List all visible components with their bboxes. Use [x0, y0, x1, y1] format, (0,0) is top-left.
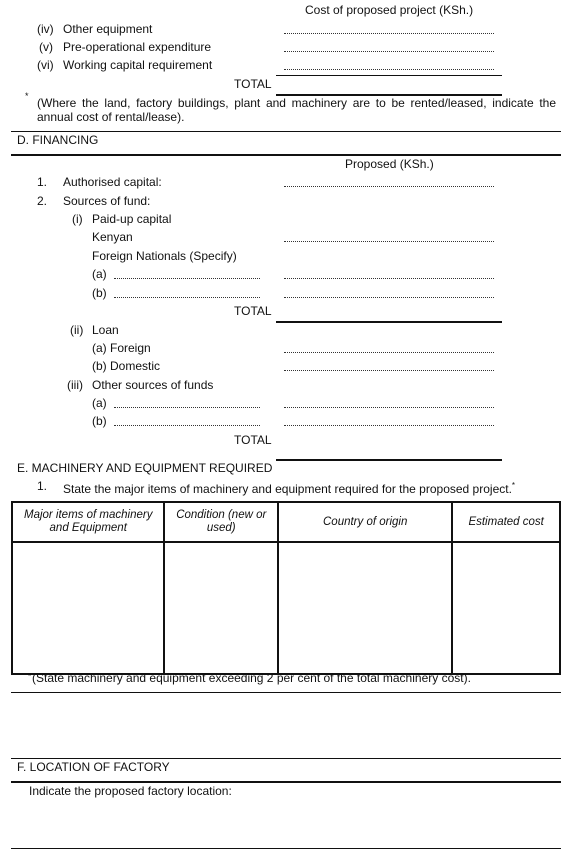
fn-a-name-field[interactable]	[114, 278, 260, 279]
section-e-instruction-mark: *	[511, 481, 516, 490]
sources-num: 2.	[37, 194, 48, 208]
section-f-bottom-rule	[11, 781, 561, 783]
estimated-cost-cell[interactable]	[452, 542, 560, 674]
location-answer-rule[interactable]	[11, 848, 561, 849]
paidup-total-rule	[276, 321, 502, 323]
item-working-capital-label: Working capital requirement	[63, 58, 213, 72]
rental-note-line1: (Where the land, factory buildings, plant and machinery are to be rented/leased, indicate the	[37, 96, 556, 110]
col-condition-line2: used)	[206, 522, 236, 534]
preop-expenditure-field[interactable]	[284, 51, 494, 52]
subtotal-rule	[276, 75, 502, 76]
col-cost-line1: Estimated cost	[468, 515, 544, 528]
machinery-table-header-row	[12, 502, 560, 542]
machinery-table-entry-row	[12, 542, 560, 674]
condition-cell[interactable]	[164, 542, 278, 674]
fn-a-amount-field[interactable]	[284, 278, 494, 279]
item-preop-label: Pre-operational expenditure	[63, 40, 212, 54]
col-estimated-cost	[452, 502, 560, 542]
section-d-title: D. FINANCING	[17, 133, 99, 147]
note-asterisk: *	[25, 91, 29, 101]
paidup-label: Paid-up capital	[92, 212, 172, 226]
section-e-instruction	[63, 479, 515, 496]
item-other-equipment-num: (iv)	[37, 22, 54, 36]
item-other-equipment-label: Other equipment	[63, 22, 153, 36]
other-sources-label: Other sources of funds	[92, 378, 214, 392]
fn-a-label: (a)	[92, 267, 107, 281]
financing-total-label: TOTAL	[234, 433, 272, 447]
section-f-top-rule	[11, 758, 561, 759]
location-instruction: Indicate the proposed factory location:	[29, 784, 232, 798]
authorised-num: 1.	[37, 175, 48, 189]
kenyan-field[interactable]	[284, 241, 494, 242]
section-d-bottom-rule	[11, 154, 561, 156]
fn-b-name-field[interactable]	[114, 297, 260, 298]
sources-label: Sources of fund:	[63, 194, 151, 208]
item-preop-num: (v)	[39, 40, 53, 54]
other-a-amount-field[interactable]	[284, 407, 494, 408]
loan-domestic-label: (b) Domestic	[92, 359, 161, 373]
cost-header: Cost of proposed project (KSh.)	[305, 3, 474, 17]
fn-b-label: (b)	[92, 286, 107, 300]
cost-total-label: TOTAL	[234, 77, 272, 91]
footnote-asterisk: *	[28, 672, 32, 681]
foreign-nationals-label: Foreign Nationals (Specify)	[92, 249, 237, 263]
machinery-table	[11, 501, 561, 675]
other-b-name-field[interactable]	[114, 425, 260, 426]
col-condition-line1: Condition (new or	[176, 509, 267, 521]
authorised-label: Authorised capital:	[63, 175, 162, 189]
col-condition	[164, 502, 278, 542]
country-cell[interactable]	[278, 542, 452, 674]
section-e-instruction-num: 1.	[37, 479, 48, 493]
loan-foreign-label: (a) Foreign	[92, 341, 151, 355]
machinery-footnote: (State machinery and equipment exceeding 2 per cent of the total machinery cost).	[32, 671, 471, 685]
other-sources-num: (iii)	[67, 378, 83, 392]
col-country-line1: Country of origin	[323, 515, 408, 528]
loan-domestic-field[interactable]	[284, 370, 494, 371]
col-major-items-line1: Major items of machinery	[23, 509, 153, 521]
col-major-items	[12, 502, 164, 542]
section-e-instruction-text: State the major items of machinery and equipment required for the proposed project.	[63, 482, 512, 496]
other-a-label: (a)	[92, 396, 107, 410]
section-e-title: E. MACHINERY AND EQUIPMENT REQUIRED	[17, 461, 273, 475]
section-f-title: F. LOCATION OF FACTORY	[17, 760, 170, 774]
section-d-top-rule	[11, 131, 561, 132]
other-a-name-field[interactable]	[114, 407, 260, 408]
working-capital-field[interactable]	[284, 69, 494, 70]
item-working-capital-num: (vi)	[37, 58, 54, 72]
proposed-header: Proposed (KSh.)	[345, 157, 434, 171]
rental-note-line2: annual cost of rental/lease).	[37, 110, 185, 124]
section-e-bottom-rule	[11, 692, 561, 693]
other-b-label: (b)	[92, 414, 107, 428]
loan-num: (ii)	[70, 323, 84, 337]
col-country-of-origin	[278, 502, 452, 542]
fn-b-amount-field[interactable]	[284, 297, 494, 298]
authorised-capital-field[interactable]	[284, 186, 494, 187]
financing-total-rule	[276, 459, 502, 461]
paidup-total-label: TOTAL	[234, 304, 272, 318]
other-b-amount-field[interactable]	[284, 425, 494, 426]
loan-label: Loan	[92, 323, 119, 337]
kenyan-label: Kenyan	[92, 230, 133, 244]
loan-foreign-field[interactable]	[284, 352, 494, 353]
major-items-cell[interactable]	[12, 542, 164, 674]
other-equipment-field[interactable]	[284, 33, 494, 34]
paidup-num: (i)	[72, 212, 83, 226]
col-major-items-line2: and Equipment	[49, 522, 127, 534]
